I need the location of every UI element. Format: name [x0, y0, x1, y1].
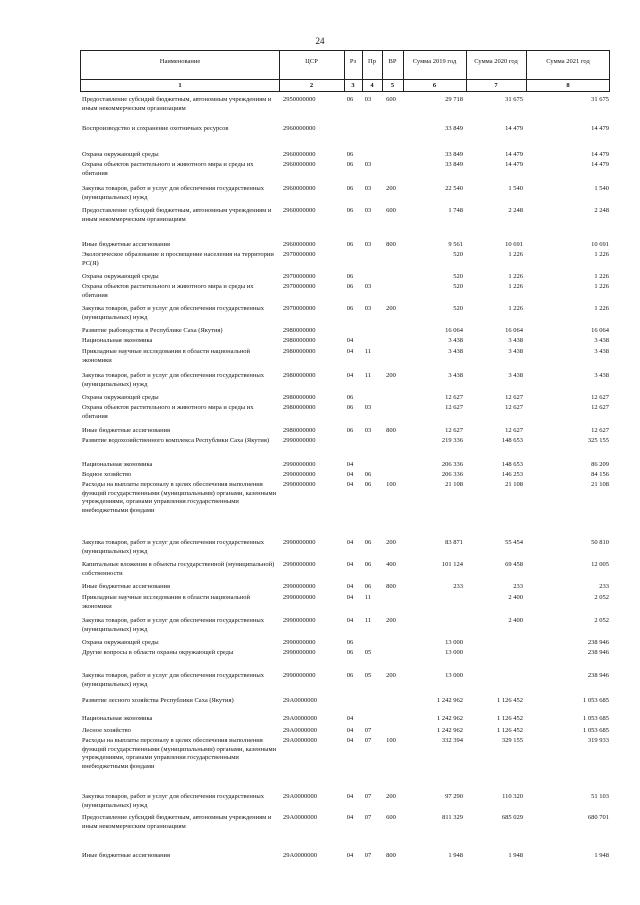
row-rz: 04: [346, 852, 354, 859]
row-sum-2020: 2 400: [508, 617, 523, 624]
row-name: Иные бюджетные ассигнования: [82, 241, 171, 248]
row-sum-2021: 3 438: [594, 348, 609, 355]
row-sum-2021: 12 005: [591, 561, 609, 568]
row-sum-2021: 84 156: [591, 471, 609, 478]
row-sum-2021: 12 627: [591, 427, 609, 434]
header-num: 8: [566, 82, 570, 89]
row-sum-2020: 14 479: [505, 125, 523, 132]
header-sum-2021: Сумма 2021 год: [546, 58, 590, 65]
row-sum-2019: 1 948: [448, 852, 463, 859]
row-name: Развитие рыбоводства в Республике Саха (Якутия): [82, 327, 223, 334]
row-sum-2021: 1 948: [594, 852, 609, 859]
row-sum-2021: 1 053 685: [583, 697, 609, 704]
row-name: Охрана объектов растительного и животного мира и среды их обитания: [82, 404, 254, 420]
row-csr: 2990000000: [283, 539, 316, 546]
row-sum-2019: 520: [453, 305, 463, 312]
row-name: Закупка товаров, работ и услуг для обеспечения государственных (муниципальных) нужд: [82, 539, 265, 555]
row-sum-2020: 3 438: [508, 337, 523, 344]
row-sum-2019: 3 438: [448, 348, 463, 355]
header-sum-2020: Сумма 2020 год: [474, 58, 518, 65]
row-sum-2021: 3 438: [594, 372, 609, 379]
row-csr: 2970000000: [283, 283, 316, 290]
row-sum-2021: 238 946: [587, 639, 609, 646]
page-number: 24: [315, 36, 325, 46]
row-sum-2020: 148 653: [501, 461, 523, 468]
row-sum-2020: 3 438: [508, 348, 523, 355]
row-rz: 04: [346, 337, 354, 344]
row-rz: 06: [346, 404, 354, 411]
row-csr: 2990000000: [283, 617, 316, 624]
row-sum-2021: 14 479: [591, 151, 609, 158]
row-sum-2021: 21 108: [591, 481, 609, 488]
row-sum-2021: 238 946: [587, 672, 609, 679]
row-pr: 03: [364, 305, 372, 312]
row-pr: 03: [364, 404, 372, 411]
row-vr: 200: [386, 672, 396, 679]
row-sum-2019: 206 336: [441, 461, 463, 468]
row-csr: 2960000000: [283, 151, 316, 158]
row-name: Предоставление субсидий бюджетным, автономным учреждениям и иным некоммерческим организациям: [82, 96, 272, 112]
row-sum-2019: 520: [453, 283, 463, 290]
row-pr: 05: [364, 672, 372, 679]
row-pr: 03: [364, 241, 372, 248]
row-csr: 2990000000: [283, 649, 316, 656]
row-csr: 2960000000: [283, 241, 316, 248]
row-rz: 04: [346, 348, 354, 355]
row-sum-2020: 21 108: [505, 481, 523, 488]
row-name: Иные бюджетные ассигнования: [82, 427, 171, 434]
row-vr: 100: [386, 481, 396, 488]
row-vr: 200: [386, 793, 396, 800]
row-sum-2021: 14 479: [591, 125, 609, 132]
row-csr: 29А0000000: [283, 793, 317, 800]
row-pr: 11: [364, 348, 372, 355]
header-name: Наименование: [159, 58, 201, 65]
row-vr: 200: [386, 305, 396, 312]
row-pr: 03: [364, 161, 372, 168]
row-rz: 06: [346, 96, 354, 103]
row-csr: 2990000000: [283, 583, 316, 590]
row-name: Экологическое образование и просвещение населения на территории РС(Я): [82, 251, 274, 267]
row-rz: 06: [346, 185, 354, 192]
row-sum-2021: 31 675: [591, 96, 609, 103]
row-pr: 03: [364, 96, 372, 103]
row-sum-2019: 33 849: [445, 161, 463, 168]
row-sum-2020: 1 226: [508, 283, 523, 290]
row-pr: 07: [364, 793, 372, 800]
row-vr: 200: [386, 372, 396, 379]
header-num: 5: [390, 82, 395, 89]
row-name: Охрана окружающей среды: [82, 273, 159, 280]
row-sum-2021: 50 810: [591, 539, 609, 546]
row-rz: 04: [346, 461, 354, 468]
row-name: Капитальные вложения в объекты государственной (муниципальной) собственности: [82, 561, 275, 577]
row-sum-2020: 1 126 452: [497, 697, 523, 704]
row-name: Национальная экономика: [82, 337, 153, 344]
row-vr: 600: [386, 207, 396, 214]
row-sum-2021: 325 155: [587, 437, 609, 444]
row-csr: 2990000000: [283, 561, 316, 568]
row-csr: 2980000000: [283, 372, 316, 379]
row-vr: 400: [386, 561, 396, 568]
row-sum-2020: 329 155: [501, 737, 523, 744]
row-sum-2020: 1 226: [508, 305, 523, 312]
row-rz: 04: [346, 583, 354, 590]
row-vr: 200: [386, 617, 396, 624]
row-sum-2019: 13 000: [445, 649, 463, 656]
row-name: Закупка товаров, работ и услуг для обеспечения государственных (муниципальных) нужд: [82, 672, 265, 688]
row-rz: 04: [346, 814, 354, 821]
row-name: Прикладные научные исследования в области национальной экономики: [82, 594, 251, 610]
row-csr: 2980000000: [283, 394, 316, 401]
row-sum-2020: 55 454: [505, 539, 523, 546]
row-rz: 06: [346, 305, 354, 312]
row-name: Воспроизводство и сохранение охотничьих ресурсов: [82, 125, 229, 132]
row-sum-2020: 1 126 452: [497, 715, 523, 722]
row-rz: 06: [346, 427, 354, 434]
row-rz: 04: [346, 594, 354, 601]
row-sum-2021: 1 053 685: [583, 715, 609, 722]
row-sum-2020: 12 627: [505, 404, 523, 411]
row-sum-2019: 12 627: [445, 404, 463, 411]
row-rz: 04: [346, 539, 354, 546]
header-csr: ЦСР: [305, 58, 318, 65]
row-vr: 200: [386, 185, 396, 192]
row-pr: 06: [364, 561, 372, 568]
row-pr: 06: [364, 583, 372, 590]
row-sum-2019: 1 242 962: [437, 715, 463, 722]
row-name: Водное хозяйство: [82, 471, 132, 478]
header-vr: ВР: [388, 58, 397, 65]
row-sum-2020: 233: [513, 583, 523, 590]
row-pr: 06: [364, 539, 372, 546]
row-rz: 06: [346, 283, 354, 290]
row-sum-2019: 520: [453, 251, 463, 258]
row-sum-2020: 16 064: [505, 327, 523, 334]
header-num: 7: [494, 82, 498, 89]
row-sum-2020: 12 627: [505, 394, 523, 401]
row-sum-2021: 86 209: [591, 461, 609, 468]
row-sum-2021: 10 691: [591, 241, 609, 248]
row-sum-2021: 2 052: [594, 594, 609, 601]
row-rz: 04: [346, 561, 354, 568]
row-sum-2019: 1 748: [448, 207, 463, 214]
row-name: Лесное хозяйство: [82, 727, 131, 734]
row-sum-2019: 97 290: [445, 793, 463, 800]
row-pr: 07: [364, 737, 372, 744]
row-sum-2019: 3 438: [448, 372, 463, 379]
row-sum-2020: 31 675: [505, 96, 523, 103]
row-sum-2021: 1 540: [594, 185, 609, 192]
row-csr: 29А0000000: [283, 852, 317, 859]
row-rz: 04: [346, 715, 354, 722]
row-rz: 06: [346, 161, 354, 168]
row-sum-2021: 1 226: [594, 283, 609, 290]
row-name: Закупка товаров, работ и услуг для обеспечения государственных (муниципальных) нужд: [82, 372, 265, 388]
row-sum-2019: 29 718: [445, 96, 463, 103]
row-rz: 04: [346, 372, 354, 379]
row-sum-2020: 14 479: [505, 151, 523, 158]
row-name: Охрана окружающей среды: [82, 151, 159, 158]
row-sum-2021: 1 226: [594, 273, 609, 280]
row-sum-2019: 332 394: [441, 737, 463, 744]
row-vr: 800: [386, 583, 396, 590]
row-pr: 11: [364, 594, 372, 601]
row-pr: 03: [364, 185, 372, 192]
row-sum-2020: 1 948: [508, 852, 523, 859]
row-sum-2021: 12 627: [591, 404, 609, 411]
header-num: 6: [432, 82, 437, 89]
row-sum-2019: 1 242 962: [437, 727, 463, 734]
row-sum-2020: 148 653: [501, 437, 523, 444]
row-sum-2021: 2 248: [594, 207, 609, 214]
row-sum-2020: 1 226: [508, 273, 523, 280]
header-num: 1: [178, 82, 182, 89]
row-sum-2019: 12 627: [445, 394, 463, 401]
row-pr: 07: [364, 814, 372, 821]
row-sum-2021: 12 627: [591, 394, 609, 401]
row-sum-2019: 22 540: [445, 185, 463, 192]
row-name: Закупка товаров, работ и услуг для обеспечения государственных (муниципальных) нужд: [82, 793, 265, 809]
row-sum-2020: 110 320: [502, 793, 523, 800]
row-sum-2020: 1 126 452: [497, 727, 523, 734]
row-pr: 07: [364, 852, 372, 859]
row-pr: 07: [364, 727, 372, 734]
row-vr: 100: [386, 737, 396, 744]
header-num: 4: [370, 82, 374, 89]
row-csr: 2990000000: [283, 639, 316, 646]
row-name: Расходы на выплаты персоналу в целях обеспечения выполнения функций государственными (муниципальными) органами, казенными учреждениями, органами управления государственными внебюджетными фондами: [82, 737, 277, 770]
row-rz: 06: [346, 672, 354, 679]
row-sum-2019: 233: [453, 583, 463, 590]
row-sum-2019: 101 124: [441, 561, 463, 568]
row-pr: 03: [364, 207, 372, 214]
row-name: Другие вопросы в области охраны окружающей среды: [82, 649, 234, 656]
row-sum-2021: 680 701: [587, 814, 609, 821]
row-rz: 06: [346, 639, 354, 646]
row-sum-2019: 21 108: [445, 481, 463, 488]
row-sum-2021: 51 103: [591, 793, 609, 800]
row-csr: 2980000000: [283, 327, 316, 334]
row-vr: 800: [386, 427, 396, 434]
row-pr: 03: [364, 427, 372, 434]
row-sum-2019: 206 336: [441, 471, 463, 478]
header-rz: Рз: [349, 58, 357, 65]
row-sum-2020: 1 540: [508, 185, 523, 192]
row-sum-2021: 319 933: [587, 737, 609, 744]
row-vr: 600: [386, 96, 396, 103]
row-rz: 06: [346, 273, 354, 280]
row-sum-2019: 219 336: [441, 437, 463, 444]
row-sum-2019: 13 000: [445, 672, 463, 679]
row-sum-2020: 685 029: [501, 814, 523, 821]
row-name: Иные бюджетные ассигнования: [82, 852, 171, 859]
row-sum-2019: 1 242 962: [437, 697, 463, 704]
header-pr: Пр: [368, 58, 376, 65]
row-name: Закупка товаров, работ и услуг для обеспечения государственных (муниципальных) нужд: [82, 185, 265, 201]
row-sum-2021: 16 064: [591, 327, 609, 334]
row-sum-2020: 146 253: [501, 471, 523, 478]
row-pr: 11: [364, 617, 372, 624]
row-rz: 04: [346, 793, 354, 800]
row-rz: 04: [346, 481, 354, 488]
row-sum-2019: 13 000: [445, 639, 463, 646]
row-csr: 2960000000: [283, 125, 316, 132]
row-sum-2021: 1 226: [594, 305, 609, 312]
row-name: Охрана окружающей среды: [82, 394, 159, 401]
row-sum-2020: 2 400: [508, 594, 523, 601]
header-sum-2019: Сумма 2019 год: [412, 58, 457, 65]
row-name: Закупка товаров, работ и услуг для обеспечения государственных (муниципальных) нужд: [82, 305, 265, 321]
row-sum-2021: 2 052: [594, 617, 609, 624]
row-csr: 2990000000: [283, 594, 316, 601]
row-csr: 2970000000: [283, 305, 316, 312]
row-name: Национальная экономика: [82, 715, 153, 722]
row-csr: 2960000000: [283, 207, 316, 214]
row-sum-2021: 238 946: [587, 649, 609, 656]
row-csr: 2960000000: [283, 185, 316, 192]
row-sum-2020: 3 438: [508, 372, 523, 379]
row-name: Охрана окружающей среды: [82, 639, 159, 646]
row-rz: 04: [346, 737, 354, 744]
row-csr: 2990000000: [283, 481, 316, 488]
row-rz: 04: [346, 617, 354, 624]
row-rz: 06: [346, 649, 354, 656]
row-sum-2019: 12 627: [445, 427, 463, 434]
row-sum-2019: 520: [453, 273, 463, 280]
row-pr: 06: [364, 471, 372, 478]
row-csr: 29А0000000: [283, 715, 317, 722]
row-sum-2019: 33 849: [445, 151, 463, 158]
row-csr: 29А0000000: [283, 727, 317, 734]
row-csr: 2990000000: [283, 672, 316, 679]
row-rz: 06: [346, 207, 354, 214]
row-name: Расходы на выплаты персоналу в целях обеспечения выполнения функций государственными (муниципальными) органами, казенными учреждениями, органами управления государственными внебюджетными фондами: [82, 481, 277, 514]
row-csr: 2980000000: [283, 404, 316, 411]
row-name: Национальная экономика: [82, 461, 153, 468]
row-sum-2019: 811 329: [442, 814, 463, 821]
row-sum-2020: 12 627: [505, 427, 523, 434]
row-csr: 2980000000: [283, 348, 316, 355]
row-sum-2021: 3 438: [594, 337, 609, 344]
row-vr: 800: [386, 241, 396, 248]
row-sum-2019: 16 064: [445, 327, 463, 334]
row-vr: 200: [386, 539, 396, 546]
row-pr: 11: [364, 372, 372, 379]
row-csr: 29А0000000: [283, 697, 317, 704]
row-sum-2019: 9 561: [448, 241, 463, 248]
row-pr: 03: [364, 283, 372, 290]
header-num: 3: [351, 82, 355, 89]
row-csr: 2980000000: [283, 337, 316, 344]
header-num: 2: [309, 82, 314, 89]
row-csr: 2960000000: [283, 161, 316, 168]
row-sum-2019: 3 438: [448, 337, 463, 344]
row-vr: 600: [386, 814, 396, 821]
row-pr: 05: [364, 649, 372, 656]
row-rz: 06: [346, 241, 354, 248]
row-sum-2020: 2 248: [508, 207, 523, 214]
row-sum-2021: 233: [599, 583, 609, 590]
row-rz: 06: [346, 151, 354, 158]
row-csr: 2950000000: [283, 96, 316, 103]
row-csr: 29А0000000: [283, 814, 317, 821]
row-name: Предоставление субсидий бюджетным, автономным учреждениям и иным некоммерческим организациям: [82, 207, 272, 223]
row-sum-2019: 83 871: [445, 539, 463, 546]
row-sum-2020: 10 691: [505, 241, 523, 248]
row-name: Закупка товаров, работ и услуг для обеспечения государственных (муниципальных) нужд: [82, 617, 265, 633]
row-csr: 2970000000: [283, 251, 316, 258]
row-name: Иные бюджетные ассигнования: [82, 583, 171, 590]
row-sum-2021: 1 053 685: [583, 727, 609, 734]
row-vr: 800: [386, 852, 396, 859]
row-sum-2021: 1 226: [594, 251, 609, 258]
row-csr: 2970000000: [283, 273, 316, 280]
row-rz: 04: [346, 727, 354, 734]
row-sum-2021: 14 479: [591, 161, 609, 168]
row-csr: 2990000000: [283, 461, 316, 468]
row-name: Развитие лесного хозяйства Республики Саха (Якутия): [82, 697, 234, 704]
row-sum-2019: 33 849: [445, 125, 463, 132]
row-csr: 2980000000: [283, 427, 316, 434]
row-name: Охрана объектов растительного и животного мира и среды их обитания: [82, 161, 254, 177]
row-csr: 2990000000: [283, 471, 316, 478]
row-sum-2020: 1 226: [508, 251, 523, 258]
row-csr: 2990000000: [283, 437, 316, 444]
row-name: Прикладные научные исследования в области национальной экономики: [82, 348, 251, 364]
row-name: Охрана объектов растительного и животного мира и среды их обитания: [82, 283, 254, 299]
row-sum-2020: 14 479: [505, 161, 523, 168]
row-rz: 04: [346, 471, 354, 478]
row-sum-2020: 69 458: [505, 561, 523, 568]
row-name: Предоставление субсидий бюджетным, автономным учреждениям и иным некоммерческим организациям: [82, 814, 272, 830]
row-name: Развитие водохозяйственного комплекса Республики Саха (Якутия): [82, 437, 270, 444]
row-pr: 06: [364, 481, 372, 488]
row-rz: 06: [346, 394, 354, 401]
row-csr: 29А0000000: [283, 737, 317, 744]
